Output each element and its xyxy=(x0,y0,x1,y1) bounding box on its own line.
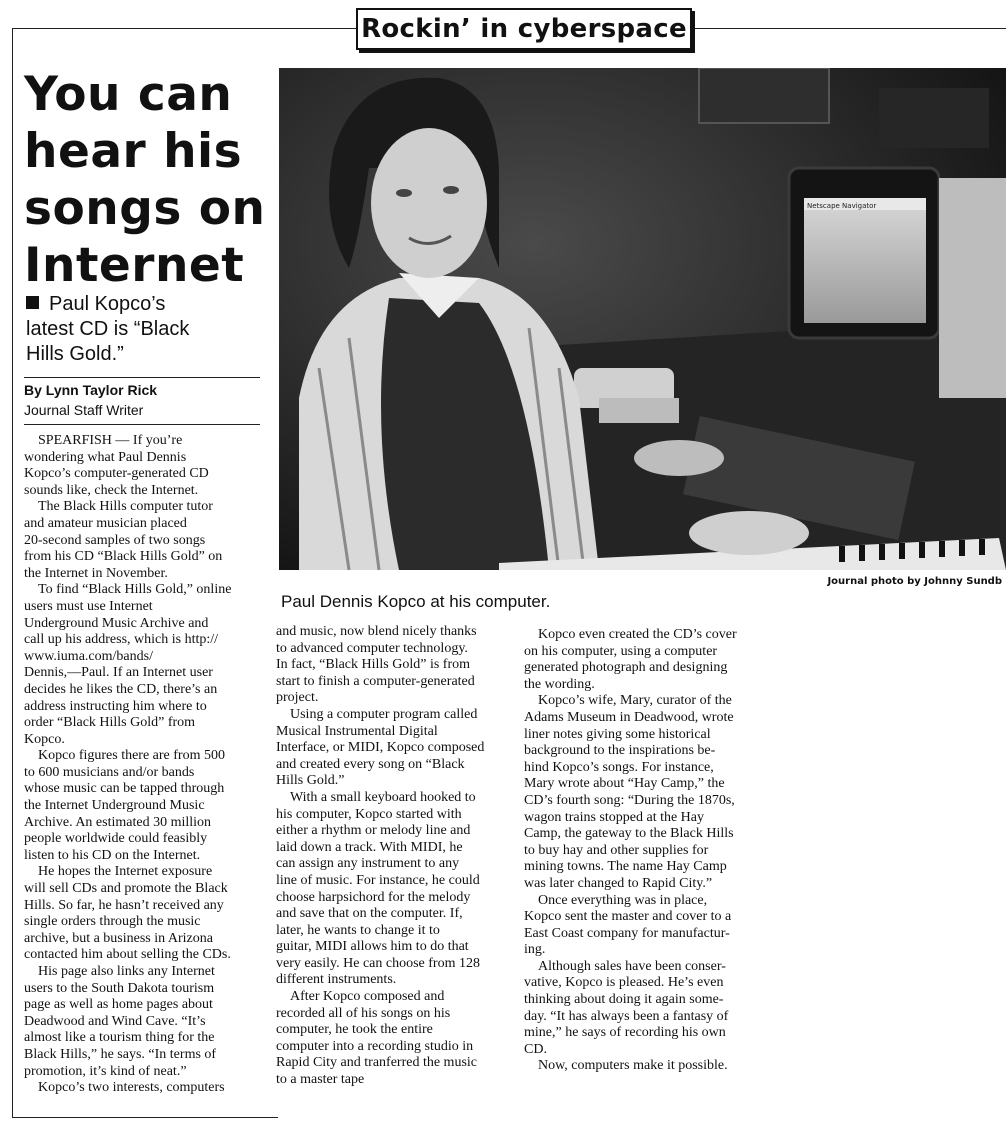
article-line: The Black Hills computer tutor xyxy=(38,499,213,515)
article-line: start to finish a computer-generated xyxy=(276,673,475,689)
article-line: Hills. So far, he hasn’t received any xyxy=(24,897,224,913)
article-line: Interface, or MIDI, Kopco composed xyxy=(276,740,485,756)
photo-caption: Paul Dennis Kopco at his computer. xyxy=(281,592,551,611)
article-line: Now, computers make it possible. xyxy=(538,1058,728,1074)
photo-credit: Journal photo by Johnny Sundb xyxy=(827,576,1002,587)
article-line: people worldwide could feasibly xyxy=(24,831,208,847)
article-line: Camp, the gateway to the Black Hills xyxy=(524,826,734,842)
article-line: wagon trains stopped at the Hay xyxy=(524,809,705,825)
article-column-2 xyxy=(276,624,512,1089)
article-line: address instructing him where to xyxy=(24,698,207,714)
article-line: line of music. For instance, he could xyxy=(276,872,480,888)
article-line: and created every song on “Black xyxy=(276,756,465,772)
headline-line: Internet xyxy=(24,238,245,293)
article-line: In fact, “Black Hills Gold” is from xyxy=(276,657,471,673)
article-line: the wording. xyxy=(524,676,595,692)
article-line: choose harpsichord for the melody xyxy=(276,889,471,905)
article-line: sounds like, check the Internet. xyxy=(24,482,199,498)
article-column-3 xyxy=(524,627,770,1075)
article-line: mine,” he says of recording his own xyxy=(524,1025,726,1041)
article-line: either a rhythm or melody line and xyxy=(276,823,471,839)
article-line: listen to his CD on the Internet. xyxy=(24,847,201,863)
top-rule-right xyxy=(692,28,1006,29)
article-line: wondering what Paul Dennis xyxy=(24,449,187,465)
article-line: call up his address, which is http:// xyxy=(24,632,219,648)
deck xyxy=(26,292,266,367)
article-line: from his CD “Black Hills Gold” on xyxy=(24,549,223,565)
article-line: mining towns. The name Hay Camp xyxy=(524,859,727,875)
deck-line: Hills Gold.” xyxy=(26,343,124,365)
article-line: vative, Kopco is pleased. He’s even xyxy=(524,975,724,991)
article-line: Black Hills,” he says. “In terms of xyxy=(24,1046,217,1062)
article-line: Dennis,—Paul. If an Internet user xyxy=(24,665,213,681)
article-line: liner notes giving some historical xyxy=(524,726,711,742)
article-line: was later changed to Rapid City.” xyxy=(524,875,713,891)
article-line: different instruments. xyxy=(276,972,397,988)
article-line: can assign any instrument to any xyxy=(276,856,460,872)
article-line: the Internet Underground Music xyxy=(24,798,205,814)
article-line: on his computer, using a computer xyxy=(524,643,718,659)
article-line: CD’s fourth song: “During the 1870s, xyxy=(524,792,735,808)
article-line: to advanced computer technology. xyxy=(276,640,468,656)
article-line: page as well as home pages about xyxy=(24,997,213,1013)
article-line: computer into a recording studio in xyxy=(276,1038,474,1054)
article-line: Mary wrote about “Hay Camp,” the xyxy=(524,776,725,792)
article-line: the Internet in November. xyxy=(24,565,168,581)
article-line: his computer, Kopco started with xyxy=(276,806,462,822)
headline-line: songs on xyxy=(24,181,266,236)
byline-rule-top xyxy=(24,377,260,378)
bullet-square-icon xyxy=(26,296,39,309)
article-line: After Kopco composed and xyxy=(290,989,445,1005)
article-line: Kopco. xyxy=(24,731,65,747)
article-line: Kopco’s two interests, computers xyxy=(38,1080,225,1096)
article-line: Kopco’s computer-generated CD xyxy=(24,466,209,482)
article-line: SPEARFISH — If you’re xyxy=(38,433,183,448)
article-line: decides he likes the CD, there’s an xyxy=(24,681,218,697)
article-line: Although sales have been conser- xyxy=(538,958,726,974)
deck-line: latest CD is “Black xyxy=(26,318,190,340)
article-line: Kopco figures there are from 500 xyxy=(38,748,225,764)
article-line: He hopes the Internet exposure xyxy=(38,864,213,880)
headline xyxy=(24,66,274,294)
article-line: CD. xyxy=(524,1041,547,1057)
left-border xyxy=(12,28,13,1118)
article-line: to a master tape xyxy=(276,1072,365,1088)
article-line: single orders through the music xyxy=(24,914,201,930)
article-line: To find “Black Hills Gold,” online xyxy=(38,582,232,598)
article-line: recorded all of his songs on his xyxy=(276,1005,451,1021)
article-line: Once everything was in place, xyxy=(538,892,708,908)
article-line: later, he wants to change it to xyxy=(276,922,440,938)
article-line: www.iuma.com/bands/ xyxy=(24,648,153,664)
article-line: users to the South Dakota tourism xyxy=(24,980,215,996)
top-rule-left xyxy=(12,28,356,29)
article-line: and amateur musician placed xyxy=(24,515,187,531)
article-line: almost like a tourism thing for the xyxy=(24,1030,215,1046)
article-line: thinking about doing it again some- xyxy=(524,992,724,1008)
deck-line: Paul Kopco’s xyxy=(49,293,166,315)
article-line: Rapid City and tranferred the music xyxy=(276,1055,477,1071)
article-line: archive, but a business in Arizona xyxy=(24,930,213,946)
article-line: contacted him about selling the CDs. xyxy=(24,947,231,963)
article-line: guitar, MIDI allows him to do that xyxy=(276,939,469,955)
article-line: Archive. An estimated 30 million xyxy=(24,814,212,830)
article-line: ing. xyxy=(524,942,546,958)
article-line: Musical Instrumental Digital xyxy=(276,723,438,739)
article-line: East Coast company for manufactur- xyxy=(524,925,730,941)
article-line: background to the inspirations be- xyxy=(524,743,716,759)
byline-rule-bottom xyxy=(24,424,260,425)
article-line: 20-second samples of two songs xyxy=(24,532,206,548)
article-line: and music, now blend nicely thanks xyxy=(276,624,477,639)
article-line: promotion, it’s kind of neat.” xyxy=(24,1063,187,1079)
headline-line: hear his xyxy=(24,124,243,179)
article-line: computer, he took the entire xyxy=(276,1022,433,1038)
byline-title: Journal Staff Writer xyxy=(24,402,144,418)
article-line: laid down a track. With MIDI, he xyxy=(276,839,463,855)
photo xyxy=(279,68,1006,570)
article-column-1 xyxy=(24,433,264,1097)
article-line: Kopco’s wife, Mary, curator of the xyxy=(538,693,732,709)
bottom-border xyxy=(12,1117,278,1118)
article-line: Adams Museum in Deadwood, wrote xyxy=(524,709,734,725)
article-line: With a small keyboard hooked to xyxy=(290,789,476,805)
photo-illustration xyxy=(279,68,1006,570)
article-line: Deadwood and Wind Cave. “It’s xyxy=(24,1013,206,1029)
article-line: day. “It has always been a fantasy of xyxy=(524,1008,729,1024)
article-line: Underground Music Archive and xyxy=(24,615,209,631)
article-line: whose music can be tapped through xyxy=(24,781,225,797)
article-line: His page also links any Internet xyxy=(38,964,215,979)
screen-title: Netscape Navigator xyxy=(807,202,877,210)
article-line: very easily. He can choose from 128 xyxy=(276,955,480,971)
section-kicker: Rockin’ in cyberspace xyxy=(356,8,692,50)
article-line: hind Kopco’s songs. For instance, xyxy=(524,759,714,775)
article-line: Kopco sent the master and cover to a xyxy=(524,909,732,925)
headline-line: You can xyxy=(24,67,233,122)
byline: By Lynn Taylor Rick xyxy=(24,382,158,398)
article-line: order “Black Hills Gold” from xyxy=(24,715,196,731)
article-line: Kopco even created the CD’s cover xyxy=(538,627,737,642)
article-line: to 600 musicians and/or bands xyxy=(24,764,195,780)
article-line: to buy hay and other supplies for xyxy=(524,842,709,858)
article-line: project. xyxy=(276,690,319,706)
article-line: generated photograph and designing xyxy=(524,660,728,676)
article-line: will sell CDs and promote the Black xyxy=(24,881,228,897)
article-line: and save that on the computer. If, xyxy=(276,906,463,922)
article-line: Hills Gold.” xyxy=(276,773,345,789)
article-line: Using a computer program called xyxy=(290,706,478,722)
article-line: users must use Internet xyxy=(24,598,153,614)
